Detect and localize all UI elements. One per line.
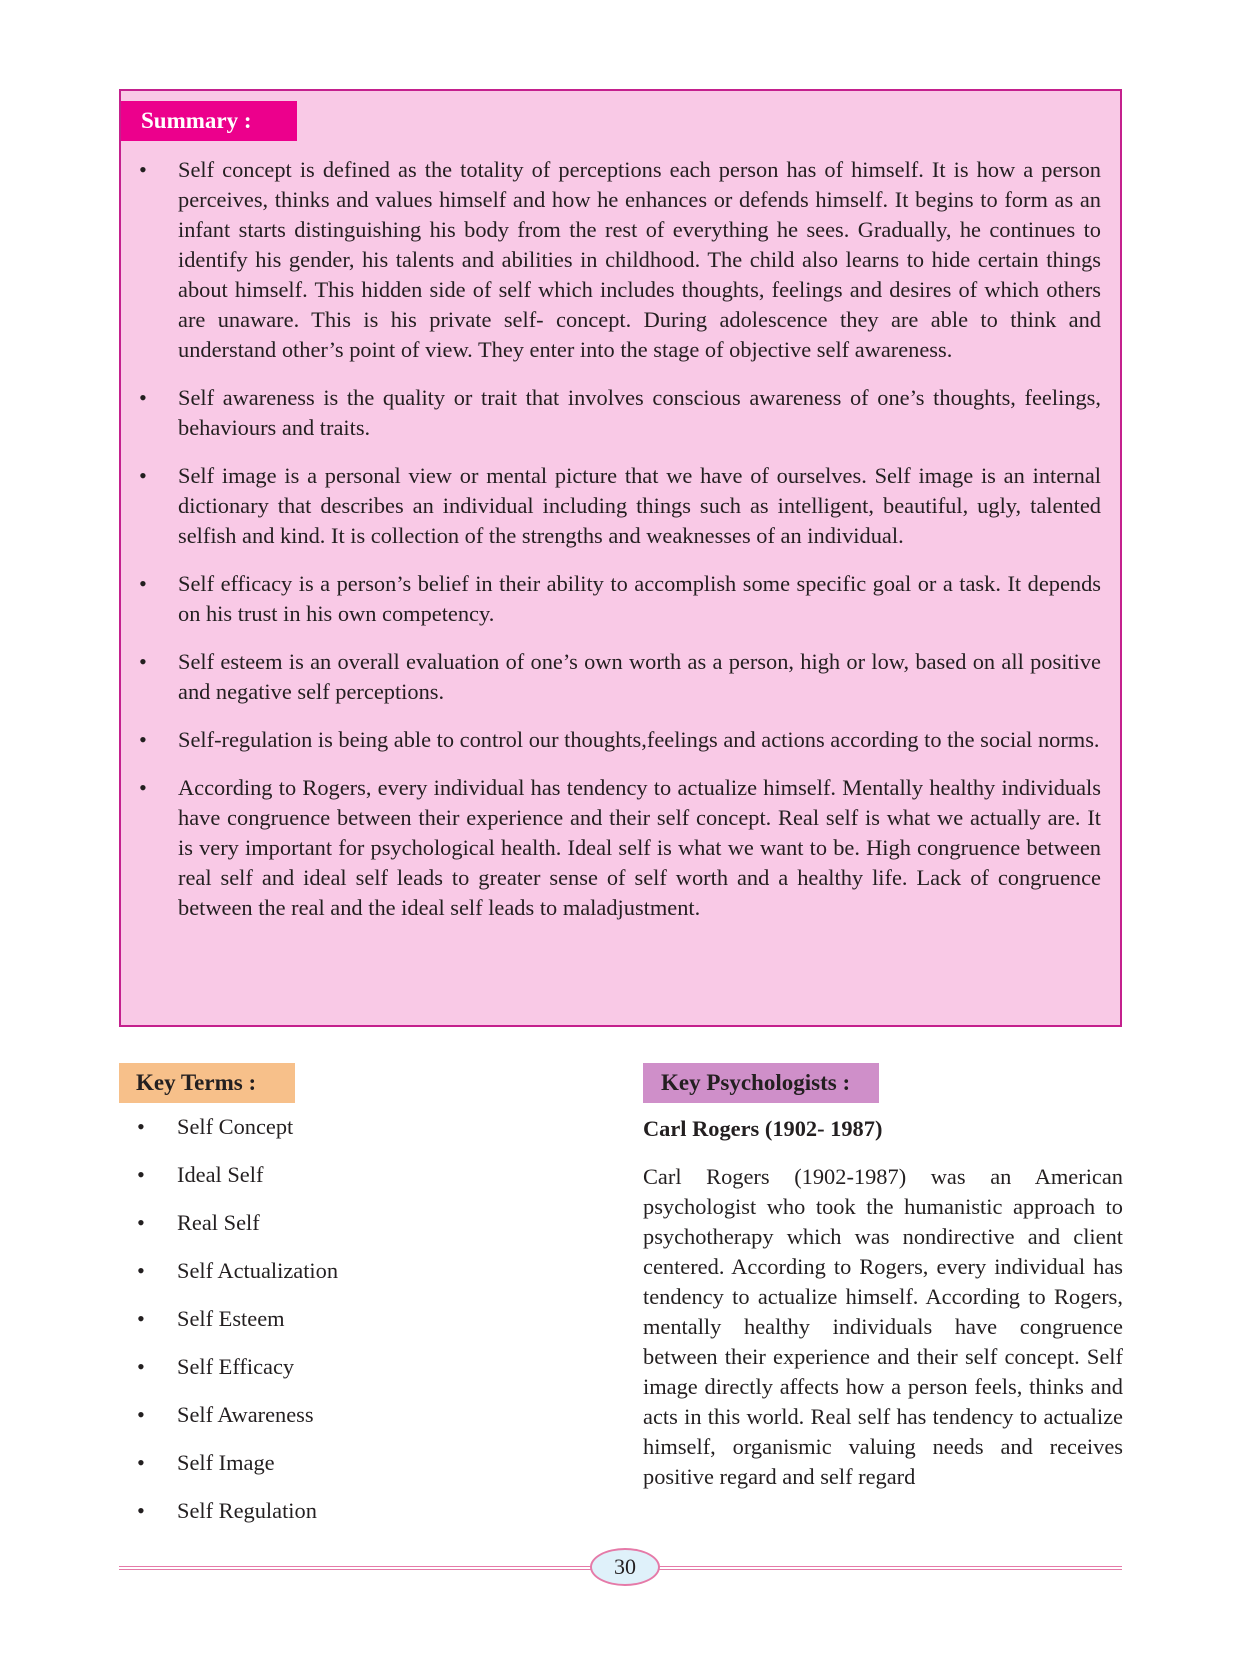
key-term-item xyxy=(119,1160,559,1190)
bullet-icon: • xyxy=(137,1210,145,1235)
summary-item-text: Self-regulation is being able to control our thoughts,feelings and actions according to the social norms. xyxy=(178,727,1100,752)
summary-item xyxy=(121,461,1120,551)
key-term-item xyxy=(119,1400,559,1430)
summary-item xyxy=(121,773,1120,923)
psychologist-name: Carl Rogers (1902- 1987) xyxy=(643,1116,883,1141)
bullet-icon: • xyxy=(137,1162,145,1187)
summary-item-text: According to Rogers, every individual has tendency to actualize himself. Mentally healthy individuals have congruence between their experience and their self concept. Real self is what we actually are. It is very important for psychological health. Ideal self is what we want to be. High congruence between real self and ideal self leads to greater sense of self worth and a healthy life. Lack of congruence between the real and the ideal self leads to maladjustment. xyxy=(178,775,1101,920)
bullet-icon: • xyxy=(137,1354,145,1379)
key-term-item xyxy=(119,1256,559,1286)
key-term-text: Self Regulation xyxy=(177,1498,317,1523)
key-psychologists-heading: Key Psychologists : xyxy=(643,1063,879,1103)
key-term-item xyxy=(119,1112,559,1142)
key-term-item xyxy=(119,1496,559,1526)
bullet-icon: • xyxy=(139,775,147,800)
bullet-icon: • xyxy=(137,1258,145,1283)
key-term-text: Self Actualization xyxy=(177,1258,339,1283)
summary-list xyxy=(121,155,1120,941)
summary-item xyxy=(121,725,1120,755)
key-term-text: Ideal Self xyxy=(177,1162,264,1187)
bullet-icon: • xyxy=(137,1498,145,1523)
bullet-icon: • xyxy=(139,649,147,674)
summary-item-text: Self image is a personal view or mental picture that we have of ourselves. Self image is an internal dictionary that describes an individual including things such as intelligent, beautiful, ugly, talented selfish and kind. It is collection of the strengths and weaknesses of an individual. xyxy=(178,463,1101,548)
summary-item-text: Self efficacy is a person’s belief in their ability to accomplish some specific goal or a task. It depends on his trust in his own competency. xyxy=(178,571,1101,626)
key-term-item xyxy=(119,1208,559,1238)
bullet-icon: • xyxy=(139,385,147,410)
key-term-item xyxy=(119,1304,559,1334)
bullet-icon: • xyxy=(137,1450,145,1475)
key-term-item xyxy=(119,1448,559,1478)
bullet-icon: • xyxy=(137,1306,145,1331)
key-terms-list xyxy=(119,1112,559,1544)
key-term-text: Real Self xyxy=(177,1210,260,1235)
key-term-text: Self Concept xyxy=(177,1114,294,1139)
summary-item-text: Self awareness is the quality or trait that involves conscious awareness of one’s thoughts, feelings, behaviours and traits. xyxy=(178,385,1101,440)
summary-item-text: Self concept is defined as the totality of perceptions each person has of himself. It is how a person perceives, thinks and values himself and how he enhances or defends himself. It begins to form as an infant starts distinguishing his body from the rest of everything he sees. Gradually, he continues to identify his gender, his talents and abilities in childhood. The child also learns to hide certain things about himself. This hidden side of self which includes thoughts, feelings and desires of which others are unaware. This is his private self- concept. During adolescence they are able to think and understand other’s point of view. They enter into the stage of objective self awareness. xyxy=(178,157,1101,362)
summary-box xyxy=(119,89,1122,1027)
key-term-item xyxy=(119,1352,559,1382)
summary-item xyxy=(121,647,1120,707)
key-term-text: Self Image xyxy=(177,1450,275,1475)
bullet-icon: • xyxy=(137,1114,145,1139)
summary-item xyxy=(121,383,1120,443)
key-term-text: Self Awareness xyxy=(177,1402,314,1427)
psychologist-bio: Carl Rogers (1902-1987) was an American psychologist who took the humanistic approach to psychotherapy which was nondirective and client centered. According to Rogers, every individual has tendency to actualize himself. According to Rogers, mentally healthy individuals have congruence between their experience and their self concept. Self image directly affects how a person feels, thinks and acts in this world. Real self has tendency to actualize himself, organismic valuing needs and receives positive regard and self regard xyxy=(643,1164,1123,1489)
page-number: 30 xyxy=(590,1548,660,1586)
key-terms-heading: Key Terms : xyxy=(119,1063,295,1103)
bullet-icon: • xyxy=(137,1402,145,1427)
summary-item xyxy=(121,155,1120,365)
key-term-text: Self Efficacy xyxy=(177,1354,295,1379)
summary-heading: Summary : xyxy=(121,101,297,141)
key-term-text: Self Esteem xyxy=(177,1306,285,1331)
bullet-icon: • xyxy=(139,463,147,488)
summary-item xyxy=(121,569,1120,629)
bullet-icon: • xyxy=(139,157,147,182)
bullet-icon: • xyxy=(139,571,147,596)
bullet-icon: • xyxy=(139,727,147,752)
summary-item-text: Self esteem is an overall evaluation of one’s own worth as a person, high or low, based on all positive and negative self perceptions. xyxy=(178,649,1101,704)
